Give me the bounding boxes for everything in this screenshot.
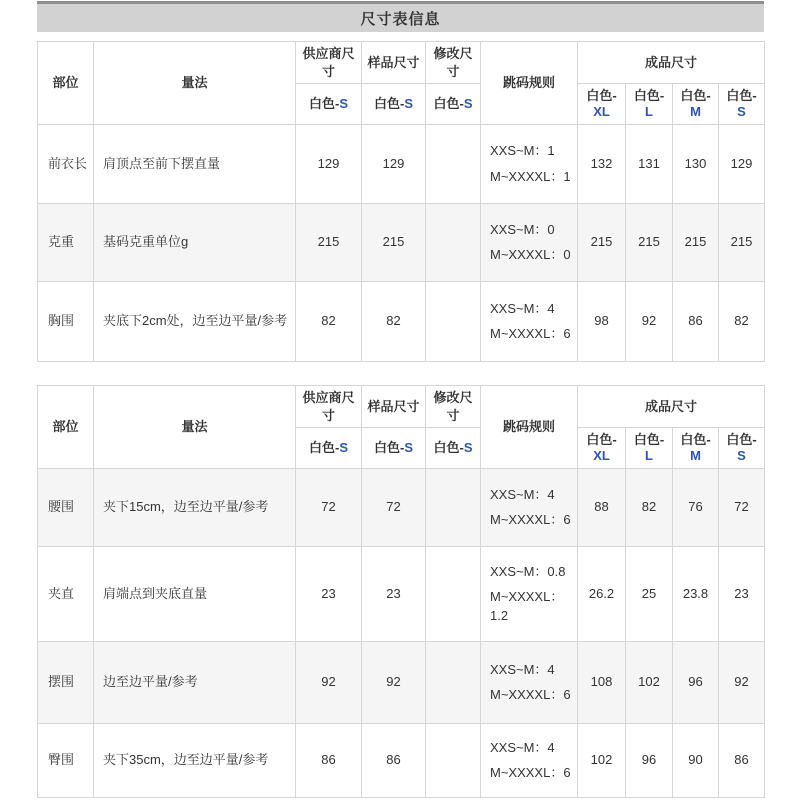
part-cell: 胸围: [38, 282, 94, 362]
supplier-value: 23: [296, 547, 362, 642]
finished-m-value: 130: [673, 125, 719, 204]
sample-value: 129: [362, 125, 426, 204]
size-table-2: [37, 385, 765, 798]
finished-s-value: 92: [719, 642, 765, 724]
sku-size-label: S: [737, 448, 746, 463]
rule-line-2: M~XXXXL：6: [490, 687, 571, 702]
part-cell: 腰围: [38, 469, 94, 547]
finished-xl-value: 132: [578, 125, 626, 204]
col-header-modified-size: 修改尺寸: [426, 42, 481, 84]
finished-l-value: 96: [626, 724, 673, 798]
col-header-finished-size: 成品尺寸: [578, 42, 765, 84]
sku-size-label: XL: [593, 104, 610, 119]
sku-color-label: 白色-: [633, 87, 665, 103]
col-header-jump-rule: 跳码规则: [481, 42, 578, 125]
part-cell: 前衣长: [38, 125, 94, 204]
sku-supplier-white-s[interactable]: [296, 428, 362, 469]
table-row: [38, 724, 765, 798]
col-header-sample-size: 样品尺寸: [362, 42, 426, 84]
rule-line-1: XXS~M：0.8: [490, 564, 566, 580]
table-row: [38, 469, 765, 547]
rule-line-1: XXS~M：4: [490, 739, 555, 755]
modified-value: [426, 642, 481, 724]
modified-value: [426, 469, 481, 547]
finished-l-value: 25: [626, 547, 673, 642]
modified-value: [426, 125, 481, 204]
sku-size-label: M: [690, 104, 701, 119]
modified-value: [426, 282, 481, 362]
col-header-modified-size: 修改尺寸: [426, 386, 481, 428]
finished-s-value: 129: [719, 125, 765, 204]
sku-color-label: 白色-: [680, 87, 711, 103]
page-title: 尺寸表信息: [360, 10, 441, 28]
method-cell: 夹下35cm，边至边平量/参考: [94, 724, 296, 798]
title-bar: [37, 1, 764, 32]
sku-finished-white-m[interactable]: [673, 84, 719, 125]
sample-value: 23: [362, 547, 426, 642]
rule-line-2: M~XXXXL：6: [490, 326, 571, 341]
sku-size-label: S: [339, 96, 348, 112]
part-cell: 克重: [38, 204, 94, 282]
jump-rule-cell: [481, 642, 578, 724]
part-cell: 摆围: [38, 642, 94, 724]
header-row-groups: [38, 386, 765, 428]
sku-color-label: 白色-: [373, 440, 405, 456]
sku-size-label: S: [404, 96, 413, 112]
method-cell: 夹下15cm，边至边平量/参考: [94, 469, 296, 547]
sku-color-label: 白色-: [726, 87, 757, 103]
sku-size-label: S: [463, 440, 473, 456]
jump-rule-cell: [481, 125, 578, 204]
sku-finished-white-xl[interactable]: [578, 428, 626, 469]
rule-line-2: M~XXXXL：1: [490, 168, 571, 184]
sample-value: 82: [362, 282, 426, 362]
sku-color-label: 白色-: [433, 440, 464, 456]
sku-size-label: S: [339, 440, 348, 456]
col-header-method: 量法: [94, 42, 296, 125]
rule-line-1: XXS~M：4: [490, 300, 555, 316]
sku-color-label: 白色-: [726, 431, 757, 447]
sku-size-label: S: [463, 96, 473, 112]
rule-line-1: XXS~M：1: [490, 143, 555, 159]
col-header-supplier-size: 供应商尺寸: [296, 42, 362, 84]
modified-value: [426, 724, 481, 798]
finished-l-value: 92: [626, 282, 673, 362]
table-row: [38, 282, 765, 362]
part-cell: 夹直: [38, 547, 94, 642]
col-header-part: 部位: [38, 386, 94, 469]
method-cell: 肩端点到夹底直量: [94, 547, 296, 642]
sku-finished-white-m[interactable]: [673, 428, 719, 469]
finished-m-value: 23.8: [673, 547, 719, 642]
jump-rule-cell: [481, 282, 578, 362]
col-header-finished-size: 成品尺寸: [578, 386, 765, 428]
supplier-value: 82: [296, 282, 362, 362]
method-cell: 边至边平量/参考: [94, 642, 296, 724]
sku-modified-white-s[interactable]: [426, 428, 481, 469]
finished-xl-value: 108: [578, 642, 626, 724]
jump-rule-cell: [481, 204, 578, 282]
sku-size-label: S: [737, 104, 746, 119]
sku-modified-white-s[interactable]: [426, 84, 481, 125]
finished-s-value: 72: [719, 469, 765, 547]
supplier-value: 72: [296, 469, 362, 547]
sku-color-label: 白色-: [680, 431, 711, 447]
col-header-sample-size: 样品尺寸: [362, 386, 426, 428]
modified-value: [426, 547, 481, 642]
rule-line-1: XXS~M：0: [490, 221, 555, 237]
sku-color-label: 白色-: [586, 87, 617, 103]
sku-finished-white-l[interactable]: [626, 428, 673, 469]
sku-finished-white-s[interactable]: [719, 84, 765, 125]
method-cell: 基码克重单位g: [94, 204, 296, 282]
supplier-value: 92: [296, 642, 362, 724]
sku-sample-white-s[interactable]: [362, 428, 426, 469]
sku-color-label: 白色-: [433, 96, 464, 112]
sku-finished-white-xl[interactable]: [578, 84, 626, 125]
finished-s-value: 86: [719, 724, 765, 798]
rule-line-2: M~XXXXL：6: [490, 512, 571, 527]
supplier-value: 129: [296, 125, 362, 204]
col-header-part: 部位: [38, 42, 94, 125]
finished-s-value: 215: [719, 204, 765, 282]
size-table-1: [37, 41, 765, 362]
sku-color-label: 白色-: [373, 96, 405, 112]
finished-xl-value: 98: [578, 282, 626, 362]
sku-size-label: L: [645, 104, 653, 119]
jump-rule-cell: [481, 547, 578, 642]
sample-value: 215: [362, 204, 426, 282]
table-row: [38, 125, 765, 204]
col-header-method: 量法: [94, 386, 296, 469]
sku-finished-white-s[interactable]: [719, 428, 765, 469]
finished-s-value: 82: [719, 282, 765, 362]
sample-value: 92: [362, 642, 426, 724]
finished-xl-value: 88: [578, 469, 626, 547]
sku-size-label: L: [645, 448, 653, 463]
modified-value: [426, 204, 481, 282]
sample-value: 86: [362, 724, 426, 798]
sku-color-label: 白色-: [308, 96, 340, 112]
sku-sample-white-s[interactable]: [362, 84, 426, 125]
sku-color-label: 白色-: [586, 431, 617, 447]
rule-line-2: M~XXXXL：0: [490, 247, 571, 262]
rule-line-2: M~XXXXL：1.2: [490, 589, 564, 623]
sku-size-label: XL: [593, 448, 610, 463]
finished-l-value: 102: [626, 642, 673, 724]
method-cell: 夹底下2cm处，边至边平量/参考: [94, 282, 296, 362]
finished-m-value: 96: [673, 642, 719, 724]
method-cell: 肩顶点至前下摆直量: [94, 125, 296, 204]
col-header-supplier-size: 供应商尺寸: [296, 386, 362, 428]
sku-supplier-white-s[interactable]: [296, 84, 362, 125]
sku-size-label: M: [690, 448, 701, 463]
sample-value: 72: [362, 469, 426, 547]
finished-xl-value: 215: [578, 204, 626, 282]
sku-color-label: 白色-: [308, 440, 340, 456]
sku-color-label: 白色-: [633, 431, 665, 447]
supplier-value: 215: [296, 204, 362, 282]
finished-xl-value: 102: [578, 724, 626, 798]
finished-l-value: 131: [626, 125, 673, 204]
jump-rule-cell: [481, 469, 578, 547]
sku-finished-white-l[interactable]: [626, 84, 673, 125]
rule-line-2: M~XXXXL：6: [490, 765, 571, 780]
table-row: [38, 642, 765, 724]
sku-size-label: S: [404, 440, 413, 456]
finished-m-value: 76: [673, 469, 719, 547]
part-cell: 臀围: [38, 724, 94, 798]
finished-m-value: 90: [673, 724, 719, 798]
finished-l-value: 82: [626, 469, 673, 547]
finished-m-value: 86: [673, 282, 719, 362]
header-row-groups: [38, 42, 765, 84]
finished-l-value: 215: [626, 204, 673, 282]
finished-xl-value: 26.2: [578, 547, 626, 642]
supplier-value: 86: [296, 724, 362, 798]
jump-rule-cell: [481, 724, 578, 798]
col-header-jump-rule: 跳码规则: [481, 386, 578, 469]
rule-line-1: XXS~M：4: [490, 486, 555, 502]
finished-m-value: 215: [673, 204, 719, 282]
table-row: [38, 547, 765, 642]
finished-s-value: 23: [719, 547, 765, 642]
rule-line-1: XXS~M：4: [490, 661, 555, 677]
table-row: [38, 204, 765, 282]
